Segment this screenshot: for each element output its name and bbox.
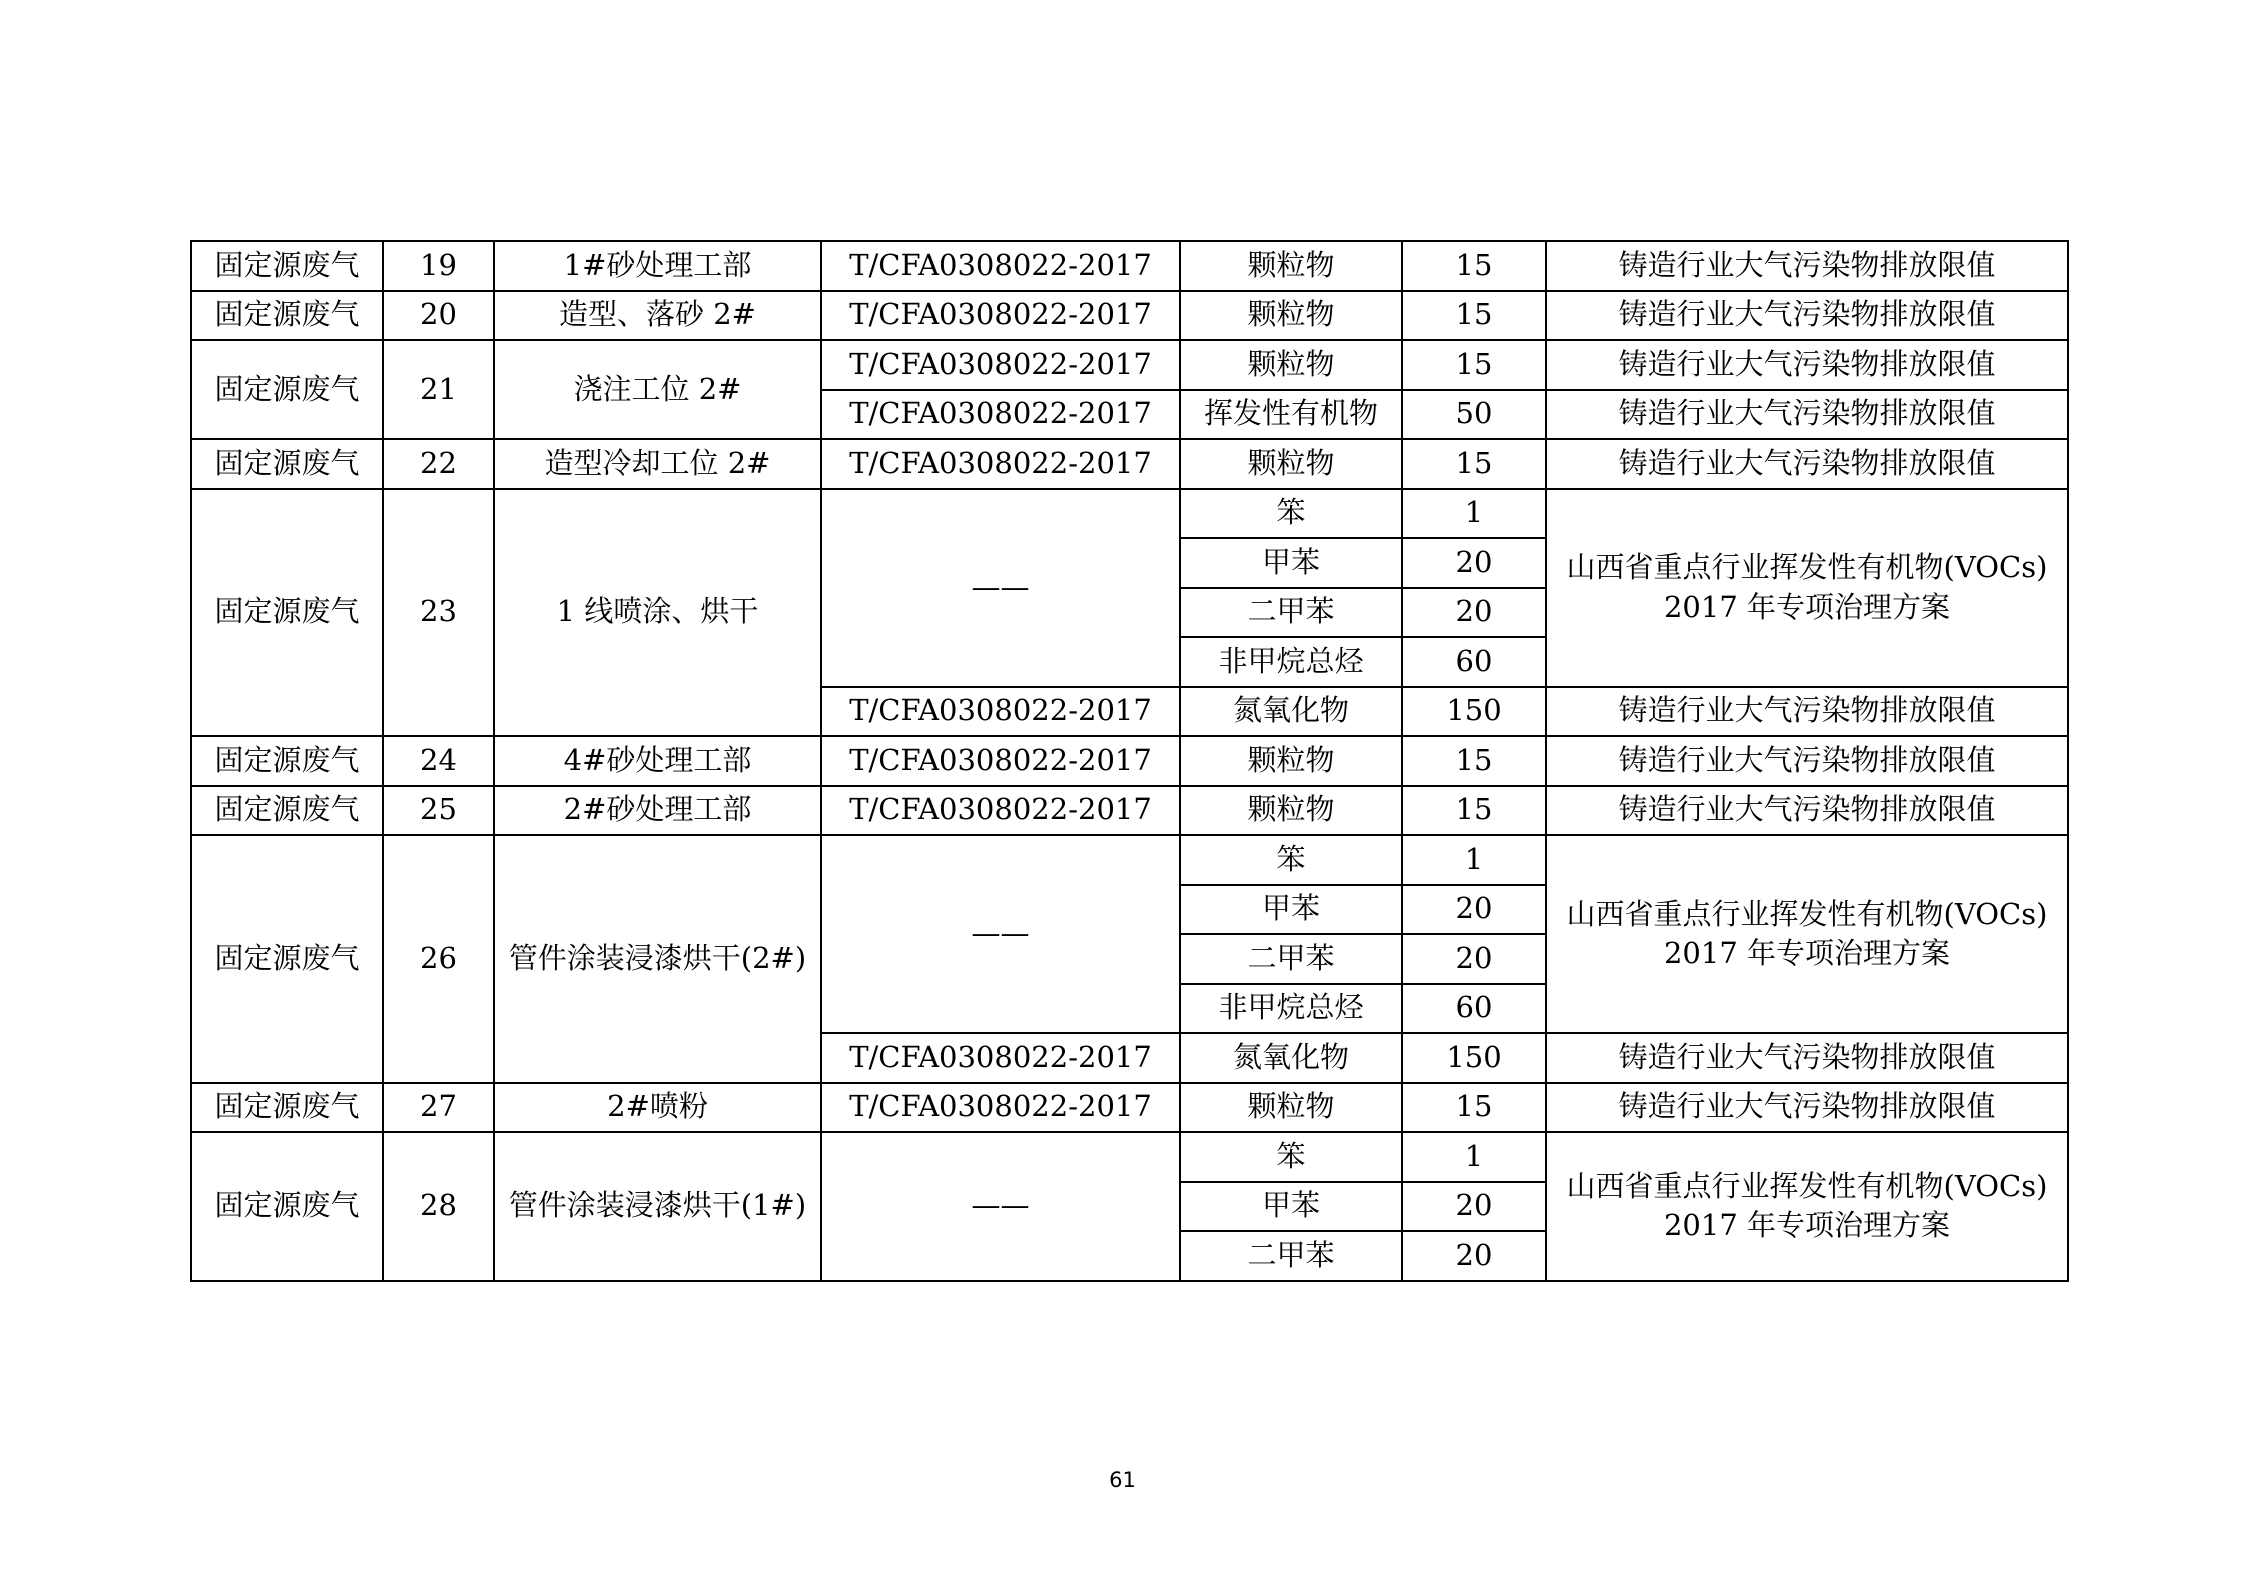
number-cell: 25: [383, 786, 494, 836]
process-cell: 管件涂装浸漆烘干(1#): [494, 1132, 821, 1281]
category-cell: 固定源废气: [191, 1083, 383, 1133]
table-row: [191, 340, 2068, 390]
limit-cell: 20: [1402, 588, 1546, 638]
number-cell: 26: [383, 835, 494, 1083]
limit-cell: 15: [1402, 439, 1546, 489]
pollutant-cell: 颗粒物: [1180, 1083, 1402, 1133]
pollutant-cell: 甲苯: [1180, 538, 1402, 588]
process-cell: 1 线喷涂、烘干: [494, 489, 821, 737]
standard-cell: T/CFA0308022-2017: [821, 241, 1180, 291]
category-cell: 固定源废气: [191, 835, 383, 1083]
standard-cell: T/CFA0308022-2017: [821, 1033, 1180, 1083]
basis-cell: 山西省重点行业挥发性有机物(VOCs) 2017 年专项治理方案: [1546, 1132, 2068, 1281]
limit-cell: 15: [1402, 340, 1546, 390]
pollutant-cell: 非甲烷总烃: [1180, 984, 1402, 1034]
pollutant-cell: 颗粒物: [1180, 439, 1402, 489]
process-cell: 浇注工位 2#: [494, 340, 821, 439]
limit-cell: 1: [1402, 489, 1546, 539]
category-cell: 固定源废气: [191, 439, 383, 489]
standard-cell: T/CFA0308022-2017: [821, 439, 1180, 489]
limit-cell: 50: [1402, 390, 1546, 440]
pollutant-cell: 颗粒物: [1180, 786, 1402, 836]
process-cell: 造型、落砂 2#: [494, 291, 821, 341]
basis-cell: 铸造行业大气污染物排放限值: [1546, 687, 2068, 737]
pollutant-cell: 氮氧化物: [1180, 687, 1402, 737]
basis-cell: 铸造行业大气污染物排放限值: [1546, 241, 2068, 291]
standard-cell: ——: [821, 489, 1180, 687]
basis-cell: 铸造行业大气污染物排放限值: [1546, 390, 2068, 440]
basis-cell: 铸造行业大气污染物排放限值: [1546, 291, 2068, 341]
number-cell: 27: [383, 1083, 494, 1133]
limit-cell: 20: [1402, 1182, 1546, 1232]
standard-cell: T/CFA0308022-2017: [821, 390, 1180, 440]
category-cell: 固定源废气: [191, 1132, 383, 1281]
table-row: [191, 489, 2068, 539]
standards-table: [190, 240, 2069, 1282]
process-cell: 2#喷粉: [494, 1083, 821, 1133]
basis-cell: 山西省重点行业挥发性有机物(VOCs) 2017 年专项治理方案: [1546, 835, 2068, 1033]
category-cell: 固定源废气: [191, 340, 383, 439]
basis-cell: 铸造行业大气污染物排放限值: [1546, 736, 2068, 786]
limit-cell: 20: [1402, 1231, 1546, 1281]
limit-cell: 1: [1402, 835, 1546, 885]
limit-cell: 150: [1402, 687, 1546, 737]
pollutant-cell: 颗粒物: [1180, 291, 1402, 341]
table-row: [191, 1083, 2068, 1133]
pollutant-cell: 笨: [1180, 489, 1402, 539]
limit-cell: 1: [1402, 1132, 1546, 1182]
standard-cell: T/CFA0308022-2017: [821, 340, 1180, 390]
limit-cell: 20: [1402, 934, 1546, 984]
pollutant-cell: 二甲苯: [1180, 934, 1402, 984]
pollutant-cell: 笨: [1180, 835, 1402, 885]
limit-cell: 60: [1402, 637, 1546, 687]
pollutant-cell: 笨: [1180, 1132, 1402, 1182]
standard-cell: T/CFA0308022-2017: [821, 736, 1180, 786]
basis-cell: 铸造行业大气污染物排放限值: [1546, 439, 2068, 489]
basis-cell: 铸造行业大气污染物排放限值: [1546, 340, 2068, 390]
pollutant-cell: 二甲苯: [1180, 588, 1402, 638]
process-cell: 管件涂装浸漆烘干(2#): [494, 835, 821, 1083]
number-cell: 23: [383, 489, 494, 737]
standard-cell: T/CFA0308022-2017: [821, 1083, 1180, 1133]
limit-cell: 20: [1402, 538, 1546, 588]
limit-cell: 15: [1402, 1083, 1546, 1133]
category-cell: 固定源废气: [191, 291, 383, 341]
standard-cell: T/CFA0308022-2017: [821, 786, 1180, 836]
process-cell: 2#砂处理工部: [494, 786, 821, 836]
basis-cell: 铸造行业大气污染物排放限值: [1546, 1083, 2068, 1133]
pollutant-cell: 挥发性有机物: [1180, 390, 1402, 440]
number-cell: 21: [383, 340, 494, 439]
table-row: [191, 736, 2068, 786]
limit-cell: 150: [1402, 1033, 1546, 1083]
pollutant-cell: 氮氧化物: [1180, 1033, 1402, 1083]
table-row: [191, 786, 2068, 836]
category-cell: 固定源废气: [191, 489, 383, 737]
pollutant-cell: 颗粒物: [1180, 241, 1402, 291]
table-row: [191, 439, 2068, 489]
number-cell: 22: [383, 439, 494, 489]
basis-cell: 铸造行业大气污染物排放限值: [1546, 786, 2068, 836]
pollutant-cell: 甲苯: [1180, 885, 1402, 935]
process-cell: 造型冷却工位 2#: [494, 439, 821, 489]
pollutant-cell: 颗粒物: [1180, 340, 1402, 390]
limit-cell: 15: [1402, 291, 1546, 341]
limit-cell: 15: [1402, 786, 1546, 836]
table-row: [191, 835, 2068, 885]
limit-cell: 60: [1402, 984, 1546, 1034]
page-number: 61: [1109, 1468, 1136, 1492]
standard-cell: T/CFA0308022-2017: [821, 687, 1180, 737]
number-cell: 20: [383, 291, 494, 341]
limit-cell: 20: [1402, 885, 1546, 935]
process-cell: 1#砂处理工部: [494, 241, 821, 291]
limit-cell: 15: [1402, 241, 1546, 291]
number-cell: 24: [383, 736, 494, 786]
pollutant-cell: 非甲烷总烃: [1180, 637, 1402, 687]
standard-cell: T/CFA0308022-2017: [821, 291, 1180, 341]
limit-cell: 15: [1402, 736, 1546, 786]
basis-cell: 山西省重点行业挥发性有机物(VOCs) 2017 年专项治理方案: [1546, 489, 2068, 687]
category-cell: 固定源废气: [191, 241, 383, 291]
standard-cell: ——: [821, 1132, 1180, 1281]
table-row: [191, 241, 2068, 291]
category-cell: 固定源废气: [191, 736, 383, 786]
number-cell: 28: [383, 1132, 494, 1281]
number-cell: 19: [383, 241, 494, 291]
process-cell: 4#砂处理工部: [494, 736, 821, 786]
standard-cell: ——: [821, 835, 1180, 1033]
pollutant-cell: 二甲苯: [1180, 1231, 1402, 1281]
category-cell: 固定源废气: [191, 786, 383, 836]
basis-cell: 铸造行业大气污染物排放限值: [1546, 1033, 2068, 1083]
table-row: [191, 1132, 2068, 1182]
pollutant-cell: 甲苯: [1180, 1182, 1402, 1232]
table-row: [191, 291, 2068, 341]
pollutant-cell: 颗粒物: [1180, 736, 1402, 786]
